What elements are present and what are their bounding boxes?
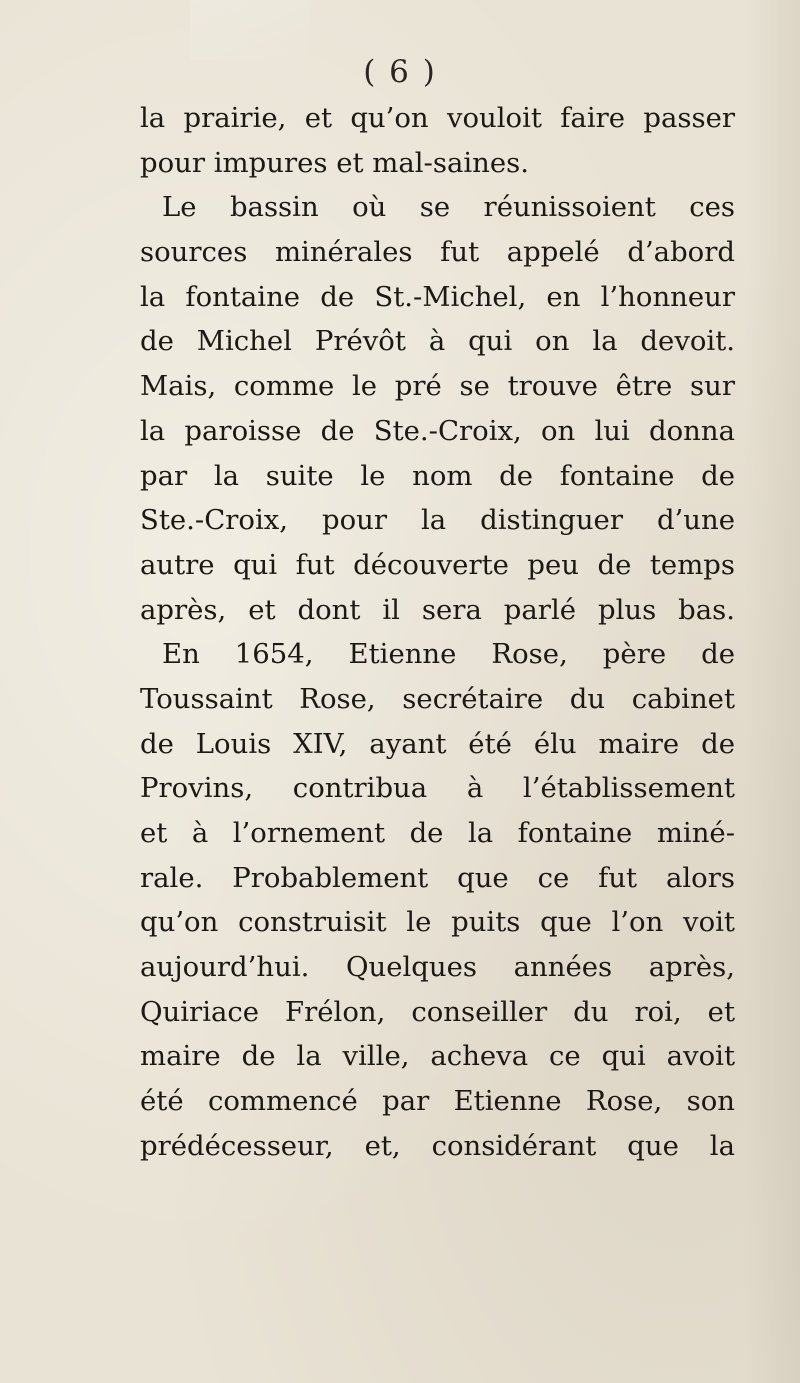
text-line: Toussaint Rose, secrétaire du cabinet xyxy=(140,682,735,715)
text-line: la paroisse de Ste.-Croix, on lui donna xyxy=(140,414,735,447)
text-line: aujourd’hui. Quelques années après, xyxy=(140,951,735,984)
text-line: rale. Probablement que ce fut alors xyxy=(140,861,735,894)
text-line: et à l’ornement de la fontaine miné- xyxy=(140,817,735,849)
text-line: maire de la ville, acheva ce qui avoit xyxy=(140,1040,735,1073)
body-text xyxy=(140,96,735,1169)
text-line: Le bassin où se réunissoient ces xyxy=(162,191,735,224)
text-line: Quiriace Frélon, conseiller du roi, et xyxy=(140,995,735,1028)
paper-fold-shading xyxy=(190,0,310,60)
text-line: de Michel Prévôt à qui on la devoit. xyxy=(140,325,735,358)
text-line: par la suite le nom de fontaine de xyxy=(140,459,735,492)
text-line: autre qui fut découverte peu de temps xyxy=(140,548,735,581)
text-line: pour impures et mal-saines. xyxy=(140,146,529,179)
text-line: après, et dont il sera parlé plus bas. xyxy=(140,593,735,626)
text-line: sources minérales fut appelé d’abord xyxy=(140,236,735,269)
text-line: la fontaine de St.-Michel, en l’honneur xyxy=(140,280,735,313)
page-number: ( 6 ) xyxy=(363,54,437,90)
text-line: Mais, comme le pré se trouve être sur xyxy=(140,370,735,403)
text-line: Ste.-Croix, pour la distinguer d’une xyxy=(140,504,735,537)
text-line: En 1654, Etienne Rose, père de xyxy=(162,638,735,671)
text-line: prédécesseur, et, considérant que la xyxy=(140,1129,735,1162)
text-line: Provins, contribua à l’établissement xyxy=(140,772,735,805)
text-line: de Louis XIV, ayant été élu maire de xyxy=(140,727,735,760)
text-line: la prairie, et qu’on vouloit faire passer xyxy=(140,102,735,134)
text-line: été commencé par Etienne Rose, son xyxy=(140,1085,735,1118)
text-line: qu’on construisit le puits que l’on voit xyxy=(140,906,735,939)
